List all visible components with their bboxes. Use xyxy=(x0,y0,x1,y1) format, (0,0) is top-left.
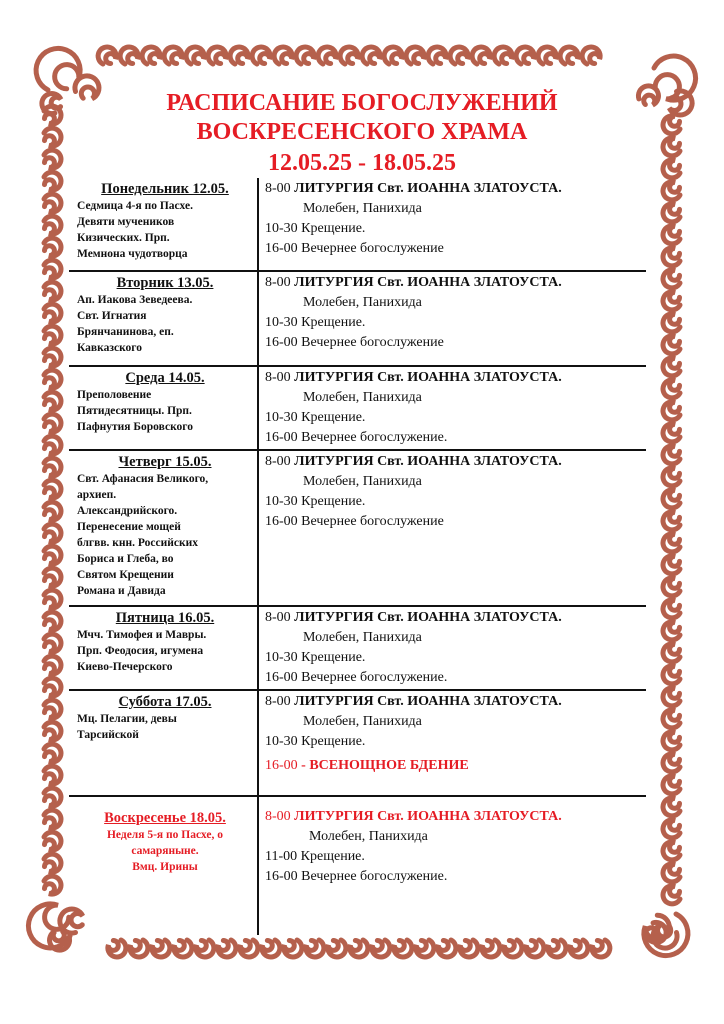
schedule-table xyxy=(69,178,646,935)
ornament-curl xyxy=(44,634,61,652)
saints-line: Свт. Игнатия xyxy=(77,310,147,322)
saints-line: Мемнона чудотворца xyxy=(77,248,188,260)
ornament-curl xyxy=(592,940,610,957)
ornament-curl xyxy=(548,940,566,957)
service-line xyxy=(265,692,642,712)
service-time: 11-00 xyxy=(265,849,298,864)
ornament-curl xyxy=(44,370,61,388)
ornament-curl xyxy=(663,402,680,420)
services-cell xyxy=(259,178,646,270)
ornament-curl xyxy=(582,47,600,64)
service-line xyxy=(265,239,642,259)
saints-line: Седмица 4-я по Пасхе. xyxy=(77,200,193,212)
ornament-curl xyxy=(44,194,61,212)
ornament-curl xyxy=(142,47,160,64)
ornament-curl xyxy=(663,754,680,772)
ornament-curl xyxy=(44,700,61,718)
service-title: Молебен, Панихида xyxy=(309,829,428,844)
saints-line: Свт. Афанасия Великого, xyxy=(77,473,209,485)
ornament-curl xyxy=(663,732,680,750)
ornament-curl xyxy=(504,940,522,957)
service-title: ЛИТУРГИЯ Свт. ИОАННА ЗЛАТОУСТА. xyxy=(294,809,562,824)
ornament-curl xyxy=(526,940,544,957)
ornament-curl xyxy=(44,348,61,366)
saints-line: Брянчанинова, еп. xyxy=(77,326,174,338)
service-title: Крещение. xyxy=(301,650,366,665)
ornament-curl xyxy=(44,480,61,498)
saints-line: Бориса и Глеба, во xyxy=(77,553,174,565)
ornament-curl xyxy=(428,47,446,64)
saints-line: Неделя 5-я по Пасхе, о xyxy=(106,829,223,841)
ornament-curl xyxy=(44,656,61,674)
ornament-curl xyxy=(44,414,61,432)
ornament-curl xyxy=(98,47,116,64)
service-title: Молебен, Панихида xyxy=(303,474,422,489)
ornament-curl xyxy=(44,304,61,322)
service-title: Вечернее богослужение. xyxy=(301,430,448,445)
service-title: Крещение. xyxy=(300,849,365,864)
ornament-curl xyxy=(44,832,61,850)
service-time: 16-00 xyxy=(265,430,298,445)
ornament-curl xyxy=(152,940,170,957)
day-cell xyxy=(69,178,259,270)
service-title: Крещение. xyxy=(301,410,366,425)
service-title: Молебен, Панихида xyxy=(303,630,422,645)
saints-line: Вмц. Ирины xyxy=(132,861,198,873)
saints-line: Пафнутия Боровского xyxy=(77,421,193,433)
service-title: Вечернее богослужение xyxy=(301,335,444,350)
day-name: Вторник 13.05. xyxy=(116,275,214,291)
ornament-curl xyxy=(472,47,490,64)
service-time: 16-00 xyxy=(265,241,298,256)
ornament-curl xyxy=(44,810,61,828)
service-line xyxy=(265,408,642,428)
saints-line: Пятидесятницы. Прп. xyxy=(77,405,192,417)
ornament-curl xyxy=(44,854,61,872)
schedule-row-tuesday xyxy=(69,272,646,367)
ornament-curl xyxy=(44,436,61,454)
ornament-curl xyxy=(482,940,500,957)
day-cell xyxy=(69,797,259,935)
ornament-curl xyxy=(218,940,236,957)
service-title: ЛИТУРГИЯ Свт. ИОАННА ЗЛАТОУСТА. xyxy=(294,694,562,709)
ornament-curl xyxy=(663,226,680,244)
day-name: Суббота 17.05. xyxy=(118,694,212,710)
ornament-curl xyxy=(362,47,380,64)
saints-line: Александрийского. xyxy=(77,505,178,517)
service-title: Крещение. xyxy=(301,315,366,330)
service-title: Вечернее богослужение xyxy=(301,514,444,529)
ornament-curl xyxy=(240,940,258,957)
service-time: 8-00 xyxy=(265,610,291,625)
service-time: 8-00 xyxy=(265,275,291,290)
service-line xyxy=(265,712,642,732)
church-name: ВОСКРЕСЕНСКОГО ХРАМА xyxy=(196,119,528,145)
service-line xyxy=(265,199,642,219)
ornament-curl xyxy=(328,940,346,957)
ornament-curl xyxy=(208,47,226,64)
ornament-curl xyxy=(663,490,680,508)
ornament-curl xyxy=(516,47,534,64)
saints-line: Святом Крещении xyxy=(77,569,174,581)
service-line xyxy=(265,648,642,668)
ornament-curl xyxy=(663,292,680,310)
saints-line: Девяти мучеников xyxy=(77,216,175,228)
ornament-curl xyxy=(663,622,680,640)
service-line xyxy=(265,293,642,313)
service-line xyxy=(265,512,642,532)
service-title: ЛИТУРГИЯ Свт. ИОАННА ЗЛАТОУСТА. xyxy=(294,610,562,625)
service-title: - ВСЕНОЩНОЕ БДЕНИЕ xyxy=(301,758,469,773)
services-cell xyxy=(259,272,646,365)
page-header xyxy=(0,88,724,178)
day-cell xyxy=(69,272,259,365)
service-time: 16-00 xyxy=(265,869,298,884)
ornament-curl xyxy=(438,940,456,957)
ornament-curl xyxy=(663,688,680,706)
service-title: ЛИТУРГИЯ Свт. ИОАННА ЗЛАТОУСТА. xyxy=(294,454,562,469)
service-title: Молебен, Панихида xyxy=(303,714,422,729)
service-time: 10-30 xyxy=(265,734,298,749)
ornament-curl xyxy=(663,710,680,728)
service-line xyxy=(265,668,642,688)
ornament-curl xyxy=(663,842,680,860)
ornament-curl xyxy=(394,940,412,957)
service-line xyxy=(265,732,642,752)
services-cell xyxy=(259,691,646,795)
service-line xyxy=(265,313,642,333)
ornament-curl xyxy=(570,940,588,957)
ornament-curl xyxy=(174,940,192,957)
day-name: Пятница 16.05. xyxy=(115,610,215,626)
ornament-curl xyxy=(108,940,126,957)
ornament-curl xyxy=(406,47,424,64)
services-cell xyxy=(259,797,646,935)
services-cell xyxy=(259,451,646,605)
day-cell xyxy=(69,691,259,795)
service-line xyxy=(265,827,642,847)
schedule-row-saturday xyxy=(69,691,646,797)
day-name: Среда 14.05. xyxy=(125,370,205,386)
service-title: ЛИТУРГИЯ Свт. ИОАННА ЗЛАТОУСТА. xyxy=(294,275,562,290)
schedule-row-monday xyxy=(69,178,646,272)
ornament-curl xyxy=(663,600,680,618)
ornament-curl xyxy=(44,788,61,806)
service-title: Вечернее богослужение. xyxy=(301,869,448,884)
ornament-curl xyxy=(663,248,680,266)
service-title: Крещение. xyxy=(301,734,366,749)
ornament-curl xyxy=(648,920,681,953)
ornament-curl xyxy=(663,314,680,332)
ornament-curl xyxy=(44,568,61,586)
day-name: Воскресенье 18.05. xyxy=(104,810,226,826)
ornament-curl xyxy=(186,47,204,64)
service-time: 8-00 xyxy=(265,694,291,709)
ornament-curl xyxy=(350,940,368,957)
day-name: Четверг 15.05. xyxy=(118,454,212,470)
ornament-curl xyxy=(663,798,680,816)
ornament-curl xyxy=(460,940,478,957)
ornament-curl xyxy=(44,458,61,476)
saints-line: Мчч. Тимофея и Мавры. xyxy=(77,629,207,641)
service-line xyxy=(265,388,642,408)
saints-line: Преполовение xyxy=(77,389,152,401)
ornament-curl xyxy=(663,666,680,684)
ornament-curl xyxy=(663,468,680,486)
ornament-curl xyxy=(663,864,680,882)
service-time: 16-00 xyxy=(265,670,298,685)
ornament-curl xyxy=(28,904,70,948)
ornament-curl xyxy=(372,940,390,957)
service-line xyxy=(265,452,642,472)
ornament-curl xyxy=(663,776,680,794)
ornament-curl xyxy=(538,47,556,64)
ornament-curl xyxy=(663,534,680,552)
vigil-line xyxy=(265,756,642,776)
service-title: Молебен, Панихида xyxy=(303,390,422,405)
service-line xyxy=(265,847,642,867)
ornament-curl xyxy=(318,47,336,64)
ornament-curl xyxy=(262,940,280,957)
saints-line: Тарсийской xyxy=(77,729,139,741)
ornament-curl xyxy=(44,590,61,608)
ornament-curl xyxy=(663,358,680,376)
ornament-curl xyxy=(306,940,324,957)
ornament-curl xyxy=(663,886,680,904)
schedule-row-friday xyxy=(69,607,646,691)
service-title: Молебен, Панихида xyxy=(303,201,422,216)
ornament-curl xyxy=(44,766,61,784)
service-time: 16-00 xyxy=(265,514,298,529)
saints-line: Кавказского xyxy=(77,342,142,354)
service-title: Вечернее богослужение xyxy=(301,241,444,256)
service-title: Молебен, Панихида xyxy=(303,295,422,310)
service-title: Крещение. xyxy=(301,494,366,509)
ornament-curl xyxy=(663,182,680,200)
service-line xyxy=(265,867,642,887)
ornament-curl xyxy=(44,260,61,278)
ornament-curl xyxy=(44,326,61,344)
day-name: Понедельник 12.05. xyxy=(101,181,229,197)
service-line xyxy=(265,273,642,293)
ornament-curl xyxy=(274,47,292,64)
ornament-curl xyxy=(44,744,61,762)
saints-line: Киево-Печерского xyxy=(77,661,173,673)
ornament-curl xyxy=(644,914,688,956)
ornament-curl xyxy=(284,940,302,957)
ornament-curl xyxy=(663,578,680,596)
saints-line: Прп. Феодосия, игумена xyxy=(77,645,204,657)
ornament-curl xyxy=(494,47,512,64)
saints-line: Кизических. Прп. xyxy=(77,232,170,244)
saints-line: Мц. Пелагии, девы xyxy=(77,713,177,725)
saints-line: Перенесение мощей xyxy=(77,521,181,533)
service-time: 8-00 xyxy=(265,370,291,385)
ornament-curl xyxy=(416,940,434,957)
ornament-curl xyxy=(44,612,61,630)
service-time: 10-30 xyxy=(265,650,298,665)
ornament-curl xyxy=(196,940,214,957)
ornament-curl xyxy=(230,47,248,64)
service-line xyxy=(265,608,642,628)
day-cell xyxy=(69,451,259,605)
service-title: Крещение. xyxy=(301,221,366,236)
service-line xyxy=(265,807,642,827)
ornament-curl xyxy=(44,502,61,520)
service-line xyxy=(265,628,642,648)
service-line xyxy=(265,472,642,492)
ornament-curl xyxy=(44,282,61,300)
ornament-curl xyxy=(120,47,138,64)
schedule-row-sunday xyxy=(69,797,646,935)
schedule-row-wednesday xyxy=(69,367,646,451)
ornament-curl xyxy=(663,820,680,838)
ornament-curl xyxy=(44,546,61,564)
service-time: 16-00 xyxy=(265,758,298,773)
ornament-curl xyxy=(44,722,61,740)
ornament-curl xyxy=(44,678,61,696)
service-time: 8-00 xyxy=(265,809,291,824)
day-cell xyxy=(69,367,259,449)
ornament-curl xyxy=(663,512,680,530)
ornament-curl xyxy=(643,919,670,946)
saints-line: Романа и Давида xyxy=(77,585,166,597)
ornament-curl xyxy=(663,204,680,222)
ornament-curl xyxy=(252,47,270,64)
ornament-curl xyxy=(663,644,680,662)
services-cell xyxy=(259,607,646,689)
ornament-curl xyxy=(340,47,358,64)
service-time: 10-30 xyxy=(265,494,298,509)
saints-line: Ап. Иакова Зеведеева. xyxy=(77,294,193,306)
ornament-curl xyxy=(44,392,61,410)
ornament-curl xyxy=(384,47,402,64)
saints-line: самаряныне. xyxy=(131,845,199,857)
ornament-curl xyxy=(44,216,61,234)
ornament-curl xyxy=(560,47,578,64)
service-title: ЛИТУРГИЯ Свт. ИОАННА ЗЛАТОУСТА. xyxy=(294,370,562,385)
service-line xyxy=(265,333,642,353)
schedule-row-thursday xyxy=(69,451,646,607)
service-line xyxy=(265,368,642,388)
service-time: 10-30 xyxy=(265,410,298,425)
ornament-curl xyxy=(450,47,468,64)
ornament-curl xyxy=(36,48,80,90)
ornament-curl xyxy=(663,380,680,398)
ornament-curl xyxy=(164,47,182,64)
saints-line: архиеп. xyxy=(77,489,117,501)
service-line xyxy=(265,179,642,199)
ornament-curl xyxy=(663,270,680,288)
service-line xyxy=(265,492,642,512)
services-cell xyxy=(259,367,646,449)
service-line xyxy=(265,428,642,448)
ornament-curl xyxy=(663,446,680,464)
service-time: 16-00 xyxy=(265,335,298,350)
date-range: 12.05.25 - 18.05.25 xyxy=(268,150,456,176)
page-title: РАСПИСАНИЕ БОГОСЛУЖЕНИЙ xyxy=(166,90,558,116)
ornament-curl xyxy=(296,47,314,64)
ornament-curl xyxy=(663,336,680,354)
ornament-curl xyxy=(44,876,61,894)
service-time: 8-00 xyxy=(265,181,291,196)
saints-line: блгвв. кнн. Российских xyxy=(77,537,198,549)
service-line xyxy=(265,219,642,239)
service-title: ЛИТУРГИЯ Свт. ИОАННА ЗЛАТОУСТА. xyxy=(294,181,562,196)
ornament-curl xyxy=(663,556,680,574)
service-time: 10-30 xyxy=(265,221,298,236)
ornament-curl xyxy=(44,524,61,542)
service-title: Вечернее богослужение. xyxy=(301,670,448,685)
ornament-curl xyxy=(130,940,148,957)
service-time: 8-00 xyxy=(265,454,291,469)
ornament-curl xyxy=(44,238,61,256)
service-time: 10-30 xyxy=(265,315,298,330)
day-cell xyxy=(69,607,259,689)
ornament-curl xyxy=(663,424,680,442)
